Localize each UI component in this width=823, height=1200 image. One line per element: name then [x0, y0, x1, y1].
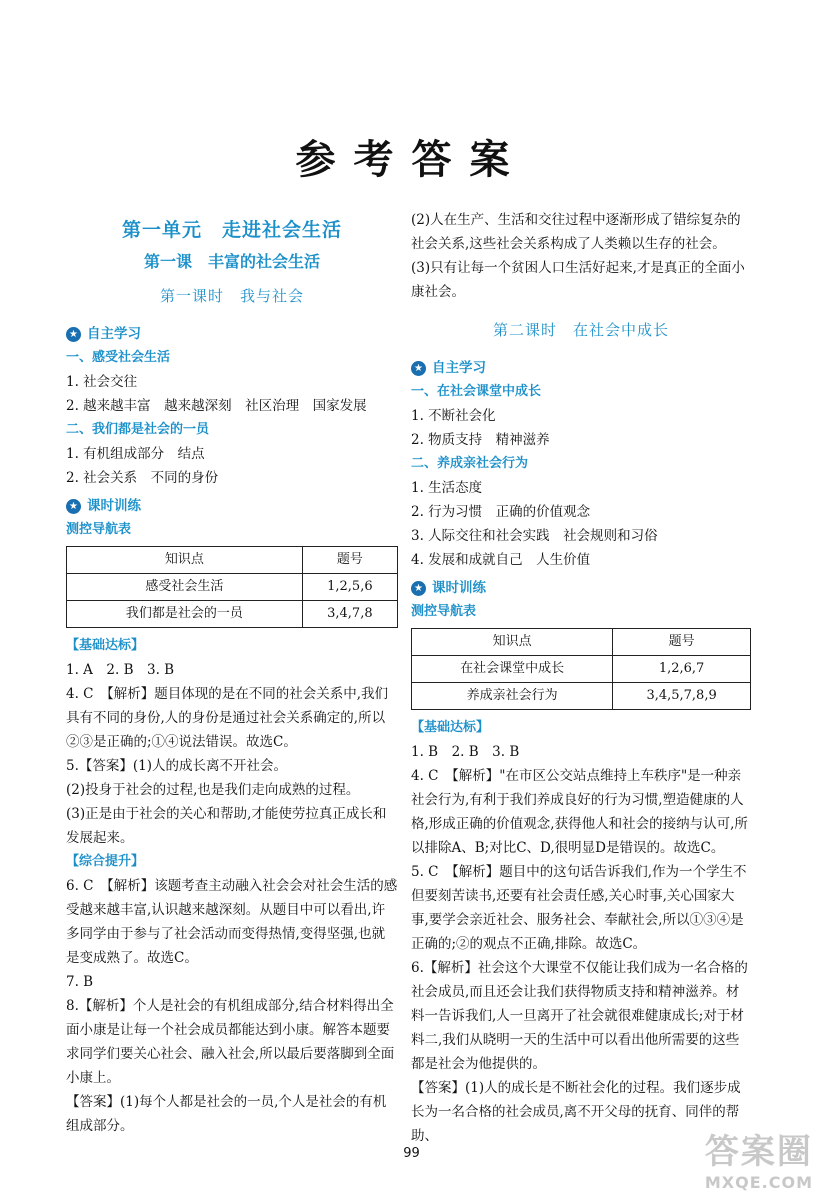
list-item: 3. 人际交往和社会实践 社会规则和习俗 — [411, 528, 658, 544]
answer-line: (2)人在生产、生活和交往过程中逐渐形成了错综复杂的社会关系,这些社会关系构成了人类赖以生存的社会。 — [411, 212, 741, 252]
answer-line: 5.【答案】(1)人的成长离不开社会。 — [66, 758, 288, 774]
answer-line: (2)投身于社会的过程,也是我们走向成熟的过程。 — [66, 782, 360, 798]
answer-line: 4. C 【解析】题目体现的是在不同的社会关系中,我们具有不同的身份,人的身份是通过社会关系确定的,所以②③是正确的;①④说法错误。故选C。 — [66, 686, 389, 750]
table-header: 知识点 — [67, 547, 303, 574]
answer-line: 4. C 【解析】"在市区公交站点维持上车秩序"是一种亲社会行为,有利于我们养成良好的行为习惯,塑造健康的人格,形成正确的价值观念,获得他人和社会的接纳与认可,所以排除A、B;对比C、D,很明显D是错误的。故选C。 — [411, 768, 748, 856]
table-row — [412, 656, 751, 683]
subheading: 一、在社会课堂中成长 — [411, 384, 542, 399]
list-item: 4. 发展和成就自己 人生价值 — [411, 552, 591, 568]
table-cell: 我们都是社会的一员 — [67, 601, 303, 628]
watermark-text: 答案圈 — [704, 1132, 813, 1172]
basic-heading: 【基础达标】 — [411, 720, 490, 735]
self-study-section — [411, 356, 751, 380]
table-header: 题号 — [302, 547, 397, 574]
section-label: 课时训练 — [432, 580, 486, 596]
star-icon: ★ — [411, 361, 426, 376]
comprehensive-heading: 【综合提升】 — [66, 854, 145, 869]
table-cell: 感受社会生活 — [67, 574, 303, 601]
table-header: 题号 — [613, 629, 751, 656]
table-cell: 养成亲社会行为 — [412, 683, 613, 710]
list-item: 1. 不断社会化 — [411, 408, 496, 424]
table-row — [67, 601, 398, 628]
answer-line: 5. C 【解析】题目中的这句话告诉我们,作为一个学生不但要刻苦读书,还要有社会责任感,关心时事,关心国家大事,要学会亲近社会、服务社会、奉献社会,所以①③④是正确的;②的观点不正确,排除。故选C。 — [411, 864, 747, 952]
training-section — [66, 494, 398, 518]
watermark-url: MXQE.COM — [704, 1173, 813, 1192]
answer-line: (3)正是由于社会的关心和帮助,才能使劳拉真正成长和发展起来。 — [66, 806, 387, 846]
self-study-section — [66, 322, 398, 346]
subheading: 二、养成亲社会行为 — [411, 456, 529, 471]
answer-line: (3)只有让每一个贫困人口生活好起来,才是真正的全面小康社会。 — [411, 260, 745, 300]
list-item: 2. 行为习惯 正确的价值观念 — [411, 504, 591, 520]
lesson-heading: 第一课 丰富的社会生活 — [143, 252, 320, 271]
training-section — [411, 576, 751, 600]
subheading: 一、感受社会生活 — [66, 350, 171, 365]
unit-heading: 第一单元 走进社会生活 — [121, 219, 342, 241]
left-column — [66, 208, 398, 1138]
table-row — [412, 683, 751, 710]
answer-line: 6.【解析】社会这个大课堂不仅能让我们成为一名合格的社会成员,而且还会让我们获得物质支持和精神滋养。材料一告诉我们,人一旦离开了社会就很难健康成长;对于材料二,我们从晓明一天的生活中可以看出他所需要的这些都是社会为他提供的。 — [411, 960, 748, 1072]
table-cell: 3,4,7,8 — [302, 601, 397, 628]
table-cell: 在社会课堂中成长 — [412, 656, 613, 683]
table-cell: 1,2,6,7 — [613, 656, 751, 683]
nav-table-title: 测控导航表 — [411, 604, 477, 619]
table-cell: 1,2,5,6 — [302, 574, 397, 601]
basic-heading: 【基础达标】 — [66, 638, 145, 653]
list-item: 1. 有机组成部分 结点 — [66, 446, 205, 462]
table-header: 知识点 — [412, 629, 613, 656]
answer-line: 1. B 2. B 3. B — [411, 744, 520, 760]
star-icon: ★ — [66, 327, 81, 342]
list-item: 2. 越来越丰富 越来越深刻 社区治理 国家发展 — [66, 398, 367, 414]
answer-line: 1. A 2. B 3. B — [66, 662, 175, 678]
table-row — [67, 574, 398, 601]
list-item: 1. 生活态度 — [411, 480, 483, 496]
section-label: 课时训练 — [87, 498, 141, 514]
subheading: 二、我们都是社会的一员 — [66, 422, 210, 437]
answer-line: 【答案】(1)人的成长是不断社会化的过程。我们逐步成长为一名合格的社会成员,离不开父母的抚育、同伴的帮助、 — [411, 1080, 741, 1144]
answer-line: 【答案】(1)每个人都是社会的一员,个人是社会的有机组成部分。 — [66, 1094, 387, 1134]
watermark-logo — [705, 1124, 813, 1192]
list-item: 2. 物质支持 精神滋养 — [411, 432, 550, 448]
list-item: 2. 社会关系 不同的身份 — [66, 470, 219, 486]
star-icon: ★ — [66, 499, 81, 514]
page-number: 99 — [403, 1146, 420, 1161]
section-label: 自主学习 — [432, 360, 486, 376]
table-row — [67, 547, 398, 574]
answer-line: 6. C 【解析】该题考查主动融入社会会对社会生活的感受越来越丰富,认识越来越深刻。从题目中可以看出,许多同学由于参与了社会活动而变得热情,变得坚强,也就是变成熟了。故选C。 — [66, 878, 398, 966]
nav-table-title: 测控导航表 — [66, 522, 132, 537]
period-heading-1: 第一课时 我与社会 — [159, 287, 304, 305]
nav-table — [66, 546, 398, 628]
table-cell: 3,4,5,7,8,9 — [613, 683, 751, 710]
answer-line: 8.【解析】个人是社会的有机组成部分,结合材料得出全面小康是让每一个社会成员都能达到小康。解答本题要求同学们要关心社会、融入社会,所以最后要落脚到全面小康上。 — [66, 998, 395, 1086]
right-column — [411, 208, 751, 1148]
section-label: 自主学习 — [87, 326, 141, 342]
star-icon: ★ — [411, 581, 426, 596]
answer-line: 7. B — [66, 974, 94, 990]
table-row — [412, 629, 751, 656]
nav-table — [411, 628, 751, 710]
list-item: 1. 社会交往 — [66, 374, 138, 390]
period-heading-2: 第二课时 在社会中成长 — [492, 321, 669, 339]
page-title: 参考答案 — [295, 137, 528, 183]
